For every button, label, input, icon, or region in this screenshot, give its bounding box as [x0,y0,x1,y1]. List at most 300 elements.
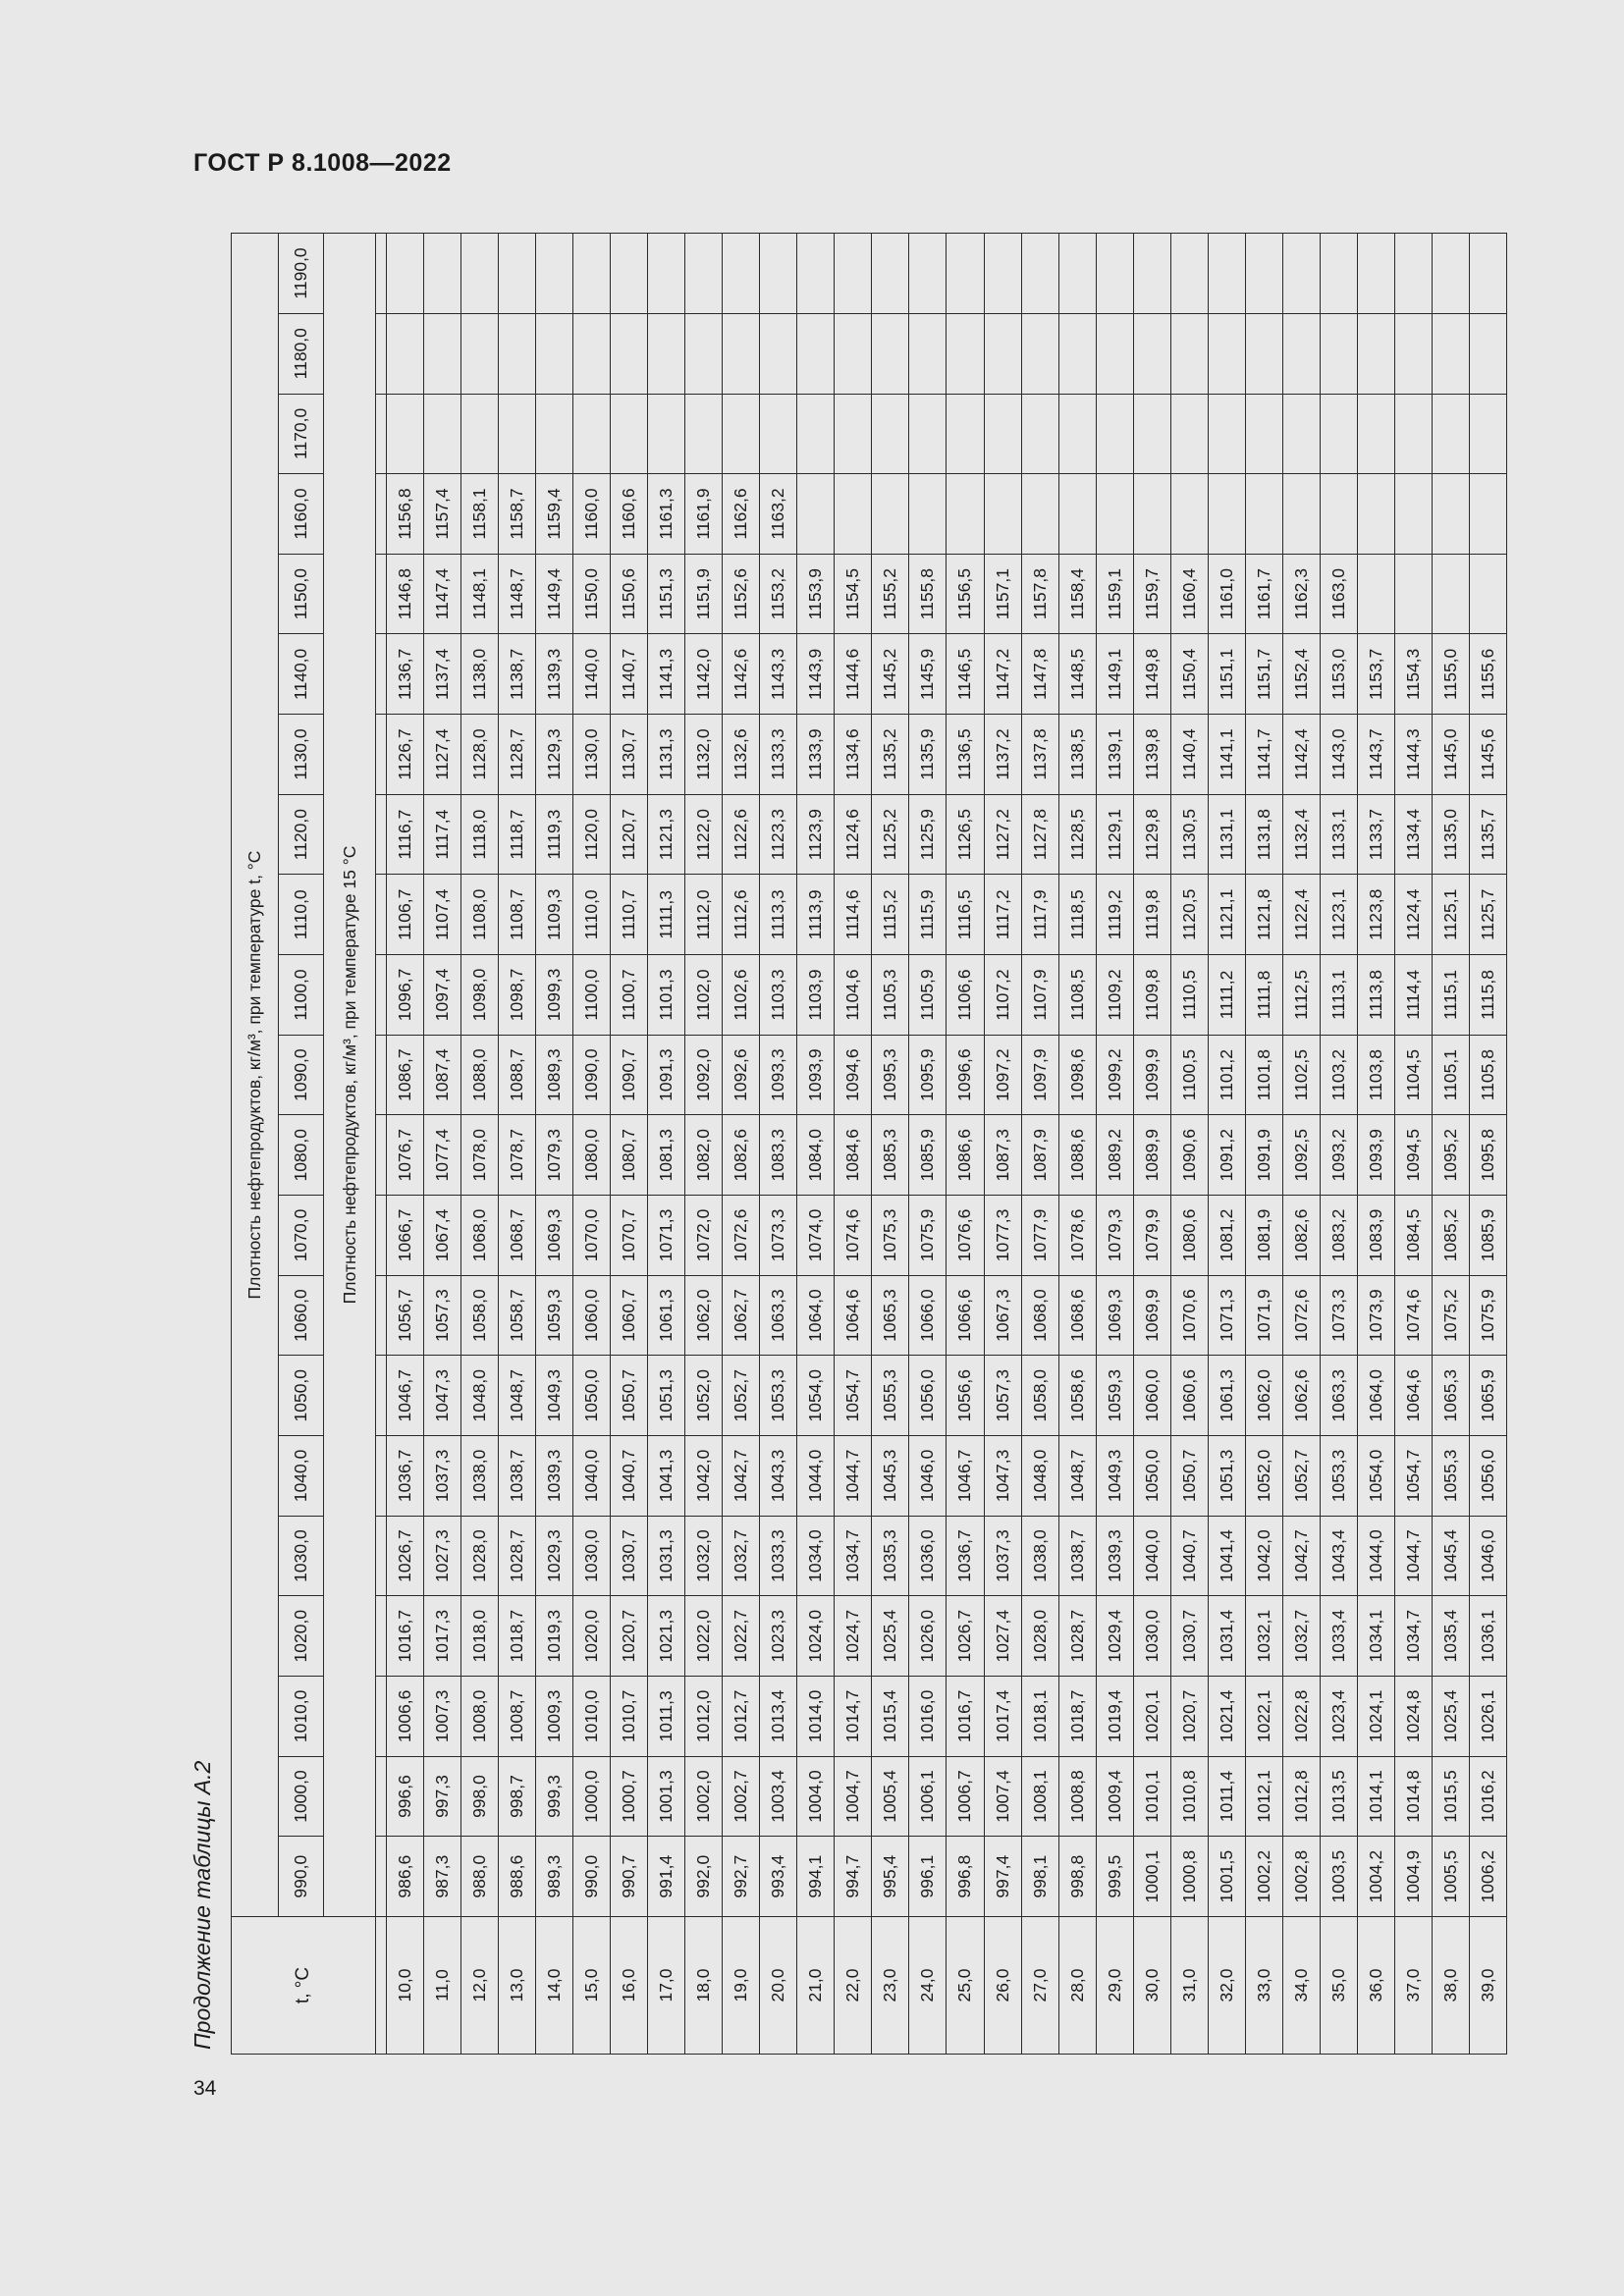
density-cell: 1099,2 [1096,1035,1133,1115]
density-cell: 1029,3 [536,1516,573,1596]
density-cell: 1052,0 [1245,1436,1282,1517]
density-cell: 1128,5 [1058,794,1096,875]
density-cell: 1114,6 [835,875,872,955]
table-row [872,234,909,2055]
density-cell: 1068,0 [461,1196,499,1276]
density-column-header: 1180,0 [279,313,324,394]
density-cell: 1011,3 [648,1677,685,1757]
density-column-header: 1150,0 [279,554,324,634]
density-cell [1021,234,1058,314]
density-cell: 1111,2 [1208,955,1245,1036]
density-cell: 1131,3 [648,715,685,795]
density-cell: 1078,0 [461,1115,499,1196]
density-cell: 1122,4 [1282,875,1320,955]
density-cell [1357,394,1394,474]
temperature-cell: 37,0 [1394,1917,1432,2055]
density-cell: 1074,6 [835,1196,872,1276]
density-cell: 1048,0 [461,1356,499,1436]
density-cell: 1042,0 [1245,1516,1282,1596]
density-cell: 1007,3 [424,1677,461,1757]
density-cell: 1008,7 [499,1677,536,1757]
density-cell: 1022,7 [723,1596,760,1677]
density-cell: 1038,0 [1021,1516,1058,1596]
density-cell: 1103,2 [1320,1035,1357,1115]
density-cell: 1142,6 [723,634,760,715]
density-cell: 1049,3 [1096,1436,1133,1517]
density-cell: 1070,7 [611,1196,648,1276]
density-cell: 1117,4 [424,794,461,875]
density-cell: 999,3 [536,1756,573,1837]
density-cell [1469,234,1506,314]
density-cell: 1106,7 [387,875,424,955]
density-cell: 1000,1 [1133,1837,1170,1917]
density-cell: 1105,1 [1432,1035,1469,1115]
table-row [760,234,797,2055]
density-cell: 992,7 [723,1837,760,1917]
density-cell [723,394,760,474]
density-cell: 1013,4 [760,1677,797,1757]
density-cell: 1057,3 [984,1356,1021,1436]
density-cell [1320,394,1357,474]
density-cell: 1143,9 [797,634,835,715]
density-cell [424,394,461,474]
spacer-cell [376,1917,387,2055]
density-cell [947,394,984,474]
density-cell: 1067,3 [984,1275,1021,1356]
density-cell: 1162,6 [723,474,760,555]
density-cell: 1016,7 [387,1596,424,1677]
density-cell: 1139,3 [536,634,573,715]
density-cell: 996,1 [909,1837,947,1917]
density-cell: 1006,2 [1469,1837,1506,1917]
density-cell: 1022,8 [1282,1677,1320,1757]
density-cell [797,313,835,394]
density-cell: 1067,4 [424,1196,461,1276]
density-cell: 1062,0 [685,1275,723,1356]
density-cell: 1145,6 [1469,715,1506,795]
density-cell: 1024,0 [797,1596,835,1677]
density-cell: 986,6 [387,1837,424,1917]
density-cell: 1064,0 [797,1275,835,1356]
density-cell: 1032,1 [1245,1596,1282,1677]
density-cell: 1080,7 [611,1115,648,1196]
density-cell [984,474,1021,555]
density-cell: 1064,6 [1394,1356,1432,1436]
density-cell: 1011,4 [1208,1756,1245,1837]
density-cell [1245,474,1282,555]
density-cell: 1079,3 [536,1115,573,1196]
density-cell: 1060,0 [1133,1356,1170,1436]
density-cell [872,394,909,474]
density-at-t-header: Плотность нефтепродуктов, кг/м³, при температуре t, °C [232,234,279,1917]
density-cell [909,394,947,474]
density-cell: 1087,3 [984,1115,1021,1196]
temperature-cell: 15,0 [573,1917,611,2055]
density-cell: 1142,0 [685,634,723,715]
density-cell: 1163,2 [760,474,797,555]
density-cell [387,394,424,474]
density-cell: 1014,8 [1394,1756,1432,1837]
density-cell: 1007,4 [984,1756,1021,1837]
density-cell: 1136,5 [947,715,984,795]
density-cell: 1111,8 [1245,955,1282,1036]
density-cell [835,234,872,314]
density-cell: 1163,0 [1320,554,1357,634]
density-cell: 1099,9 [1133,1035,1170,1115]
density-cell: 1125,2 [872,794,909,875]
density-cell: 1030,0 [1133,1596,1170,1677]
spacer-cell [376,1356,387,1436]
density-cell: 1154,5 [835,554,872,634]
density-cell: 1032,0 [685,1516,723,1596]
density-cell: 1108,0 [461,875,499,955]
density-cell [984,234,1021,314]
density-cell: 1092,6 [723,1035,760,1115]
density-cell: 1118,5 [1058,875,1096,955]
density-cell: 1053,3 [760,1356,797,1436]
density-cell: 1126,5 [947,794,984,875]
density-column-header: 1020,0 [279,1596,324,1677]
density-cell: 1129,3 [536,715,573,795]
table-row [1469,234,1506,2055]
density-cell: 1028,7 [1058,1596,1096,1677]
temperature-cell: 24,0 [909,1917,947,2055]
density-cell: 1080,6 [1170,1196,1208,1276]
density-cell: 1161,7 [1245,554,1282,634]
density-cell: 1108,7 [499,875,536,955]
density-cell: 1030,7 [1170,1596,1208,1677]
density-cell: 1137,8 [1021,715,1058,795]
density-cell: 1102,6 [723,955,760,1036]
density-cell: 1129,8 [1133,794,1170,875]
density-cell [797,234,835,314]
table-row [947,234,984,2055]
temperature-cell: 18,0 [685,1917,723,2055]
density-cell: 1031,3 [648,1516,685,1596]
temperature-cell: 32,0 [1208,1917,1245,2055]
density-cell [1208,313,1245,394]
density-cell: 1005,4 [872,1756,909,1837]
density-cell: 1052,7 [1282,1436,1320,1517]
density-cell: 1120,0 [573,794,611,875]
density-cell [1357,474,1394,555]
density-cell: 1111,3 [648,875,685,955]
density-cell: 1033,3 [760,1516,797,1596]
density-cell: 1040,0 [1133,1516,1170,1596]
density-cell: 1122,6 [723,794,760,875]
density-cell: 1127,4 [424,715,461,795]
density-cell: 1096,6 [947,1035,984,1115]
spacer-cell [376,1516,387,1596]
density-cell: 1148,7 [499,554,536,634]
spacer-cell [376,1196,387,1276]
temperature-cell: 19,0 [723,1917,760,2055]
density-cell: 1024,1 [1357,1677,1394,1757]
density-cell: 1043,3 [760,1436,797,1517]
density-cell: 1088,6 [1058,1115,1096,1196]
density-cell: 1131,1 [1208,794,1245,875]
density-cell: 1150,0 [573,554,611,634]
density-cell [1357,554,1394,634]
density-cell: 1001,5 [1208,1837,1245,1917]
density-cell: 1112,5 [1282,955,1320,1036]
density-cell: 1086,6 [947,1115,984,1196]
density-cell: 1140,7 [611,634,648,715]
density-cell: 1155,0 [1432,634,1469,715]
density-cell [984,313,1021,394]
density-cell: 1041,4 [1208,1516,1245,1596]
density-cell: 1158,7 [499,474,536,555]
density-cell: 1135,9 [909,715,947,795]
density-cell: 1002,7 [723,1756,760,1837]
density-cell: 1058,0 [461,1275,499,1356]
density-cell: 1052,7 [723,1356,760,1436]
density-column-header: 1070,0 [279,1196,324,1276]
density-cell [648,394,685,474]
spacer-cell [376,875,387,955]
density-cell: 1006,1 [909,1756,947,1837]
density-column-header: 1100,0 [279,955,324,1036]
density-cell: 1037,3 [424,1436,461,1517]
density-cell: 1149,4 [536,554,573,634]
density-cell: 1026,0 [909,1596,947,1677]
density-cell: 1018,1 [1021,1677,1058,1757]
density-column-header: 1090,0 [279,1035,324,1115]
table-row [909,234,947,2055]
density-cell: 1046,0 [909,1436,947,1517]
density-column-header: 1040,0 [279,1436,324,1517]
table-row [984,234,1021,2055]
density-cell: 1062,0 [1245,1356,1282,1436]
density-cell [1432,394,1469,474]
density-cell: 1110,0 [573,875,611,955]
density-cell: 1023,3 [760,1596,797,1677]
density-cell: 1026,1 [1469,1677,1506,1757]
density-cell: 1072,6 [723,1196,760,1276]
density-cell: 1084,5 [1394,1196,1432,1276]
density-cell: 1161,0 [1208,554,1245,634]
density-cell: 1141,7 [1245,715,1282,795]
density-cell: 1041,3 [648,1436,685,1517]
density-cell: 1087,9 [1021,1115,1058,1196]
density-cell: 1028,7 [499,1516,536,1596]
density-cell: 1060,6 [1170,1356,1208,1436]
density-cell [1170,234,1208,314]
density-cell: 1106,6 [947,955,984,1036]
density-cell: 1054,7 [835,1356,872,1436]
density-cell: 1161,3 [648,474,685,555]
table-row [387,234,424,2055]
density-cell: 1119,2 [1096,875,1133,955]
density-cell [1096,474,1133,555]
density-cell: 1017,4 [984,1677,1021,1757]
spacer-cell [376,1275,387,1356]
density-cell: 1015,4 [872,1677,909,1757]
density-cell [1394,234,1432,314]
density-cell: 1045,4 [1432,1516,1469,1596]
density-cell: 1132,0 [685,715,723,795]
density-cell: 1097,4 [424,955,461,1036]
density-cell [611,234,648,314]
page-number: 34 [193,2077,217,2100]
density-cell [1357,234,1394,314]
density-cell: 1018,7 [1058,1677,1096,1757]
density-cell: 1114,4 [1394,955,1432,1036]
density-cell: 1058,7 [499,1275,536,1356]
density-cell [797,474,835,555]
density-cell [1320,313,1357,394]
density-cell [424,234,461,314]
density-cell: 1044,7 [835,1436,872,1517]
density-cell [1208,474,1245,555]
density-cell: 1026,7 [947,1596,984,1677]
density-cell: 1146,8 [387,554,424,634]
density-cell: 1133,9 [797,715,835,795]
density-cell: 1006,6 [387,1677,424,1757]
density-cell: 1074,0 [797,1196,835,1276]
density-cell: 1082,6 [1282,1196,1320,1276]
density-cell: 1083,3 [760,1115,797,1196]
density-cell: 990,7 [611,1837,648,1917]
density-cell: 1108,5 [1058,955,1096,1036]
density-column-header: 1060,0 [279,1275,324,1356]
density-cell: 1144,3 [1394,715,1432,795]
density-cell [611,394,648,474]
density-cell: 1134,4 [1394,794,1432,875]
density-cell: 1068,6 [1058,1275,1096,1356]
density-cell [909,474,947,555]
density-cell: 1118,0 [461,794,499,875]
density-cell: 1010,7 [611,1677,648,1757]
density-cell: 1090,0 [573,1035,611,1115]
density-cell [387,313,424,394]
density-cell: 1044,7 [1394,1516,1432,1596]
density-cell [835,474,872,555]
density-cell: 1124,4 [1394,875,1432,955]
density-cell: 1160,6 [611,474,648,555]
density-cell: 1092,5 [1282,1115,1320,1196]
density-cell: 1155,6 [1469,634,1506,715]
density-cell: 1100,0 [573,955,611,1036]
density-cell: 1122,0 [685,794,723,875]
density-cell [909,313,947,394]
temperature-cell: 25,0 [947,1917,984,2055]
density-cell: 1019,3 [536,1596,573,1677]
density-cell [1208,234,1245,314]
density-cell: 1030,0 [573,1516,611,1596]
density-cell [1021,394,1058,474]
density-cell [1394,394,1432,474]
density-cell: 1016,7 [947,1677,984,1757]
density-cell [1469,313,1506,394]
density-cell: 1056,0 [1469,1436,1506,1517]
density-cell [1282,313,1320,394]
density-column-header: 1030,0 [279,1516,324,1596]
density-cell: 1138,5 [1058,715,1096,795]
density-cell: 1145,9 [909,634,947,715]
density-cell [1133,234,1170,314]
density-cell [872,234,909,314]
density-cell: 1148,5 [1058,634,1096,715]
density-cell: 1068,0 [1021,1275,1058,1356]
density-cell: 1027,4 [984,1596,1021,1677]
density-cell: 1019,4 [1096,1677,1133,1757]
density-cell: 1051,3 [1208,1436,1245,1517]
density-cell: 1004,9 [1394,1837,1432,1917]
density-cell: 1161,9 [685,474,723,555]
density-cell: 1016,0 [909,1677,947,1757]
temperature-cell: 21,0 [797,1917,835,2055]
density-cell: 1133,1 [1320,794,1357,875]
spacer-cell [376,394,387,474]
temperature-cell: 27,0 [1021,1917,1058,2055]
table-caption: Продолжение таблицы А.2 [189,1760,215,2050]
spacer-cell [376,1756,387,1837]
density-cell: 1002,8 [1282,1837,1320,1917]
density-cell: 1084,6 [835,1115,872,1196]
density-cell: 1103,3 [760,955,797,1036]
density-cell: 1098,0 [461,955,499,1036]
density-cell [1170,394,1208,474]
density-cell: 1013,5 [1320,1756,1357,1837]
density-cell: 998,8 [1058,1837,1096,1917]
density-cell: 1048,7 [499,1356,536,1436]
density-cell: 1001,3 [648,1756,685,1837]
density-cell: 987,3 [424,1837,461,1917]
density-cell: 1042,7 [1282,1516,1320,1596]
density-cell: 1156,8 [387,474,424,555]
density-cell: 1012,8 [1282,1756,1320,1837]
density-cell: 1100,5 [1170,1035,1208,1115]
density-cell: 1140,4 [1170,715,1208,795]
density-cell: 1002,0 [685,1756,723,1837]
density-cell [1282,394,1320,474]
density-cell: 1123,8 [1357,875,1394,955]
table-row [1021,234,1058,2055]
temperature-cell: 33,0 [1245,1917,1282,2055]
density-cell: 1085,3 [872,1115,909,1196]
table-row [424,234,461,2055]
density-cell: 1000,8 [1170,1837,1208,1917]
temperature-cell: 39,0 [1469,1917,1506,2055]
density-cell: 1031,4 [1208,1596,1245,1677]
density-cell: 1065,9 [1469,1356,1506,1436]
density-cell: 1082,0 [685,1115,723,1196]
density-cell: 1110,5 [1170,955,1208,1036]
density-cell: 1102,5 [1282,1035,1320,1115]
density-cell [1133,474,1170,555]
density-cell: 1127,8 [1021,794,1058,875]
density-cell: 1056,0 [909,1356,947,1436]
spacer-cell [376,715,387,795]
density-cell: 1050,0 [573,1356,611,1436]
density-cell: 1157,4 [424,474,461,555]
density-cell: 1062,7 [723,1275,760,1356]
density-cell: 1064,0 [1357,1356,1394,1436]
temperature-cell: 16,0 [611,1917,648,2055]
density-cell: 1050,0 [1133,1436,1170,1517]
table-row [1320,234,1357,2055]
density-cell: 1155,8 [909,554,947,634]
density-cell: 1084,0 [797,1115,835,1196]
density-cell: 1143,3 [760,634,797,715]
table-row [1432,234,1469,2055]
density-cell: 1056,7 [387,1275,424,1356]
density-cell: 1098,7 [499,955,536,1036]
density-column-header: 1120,0 [279,794,324,875]
density-cell: 1063,3 [760,1275,797,1356]
density-cell: 1123,3 [760,794,797,875]
